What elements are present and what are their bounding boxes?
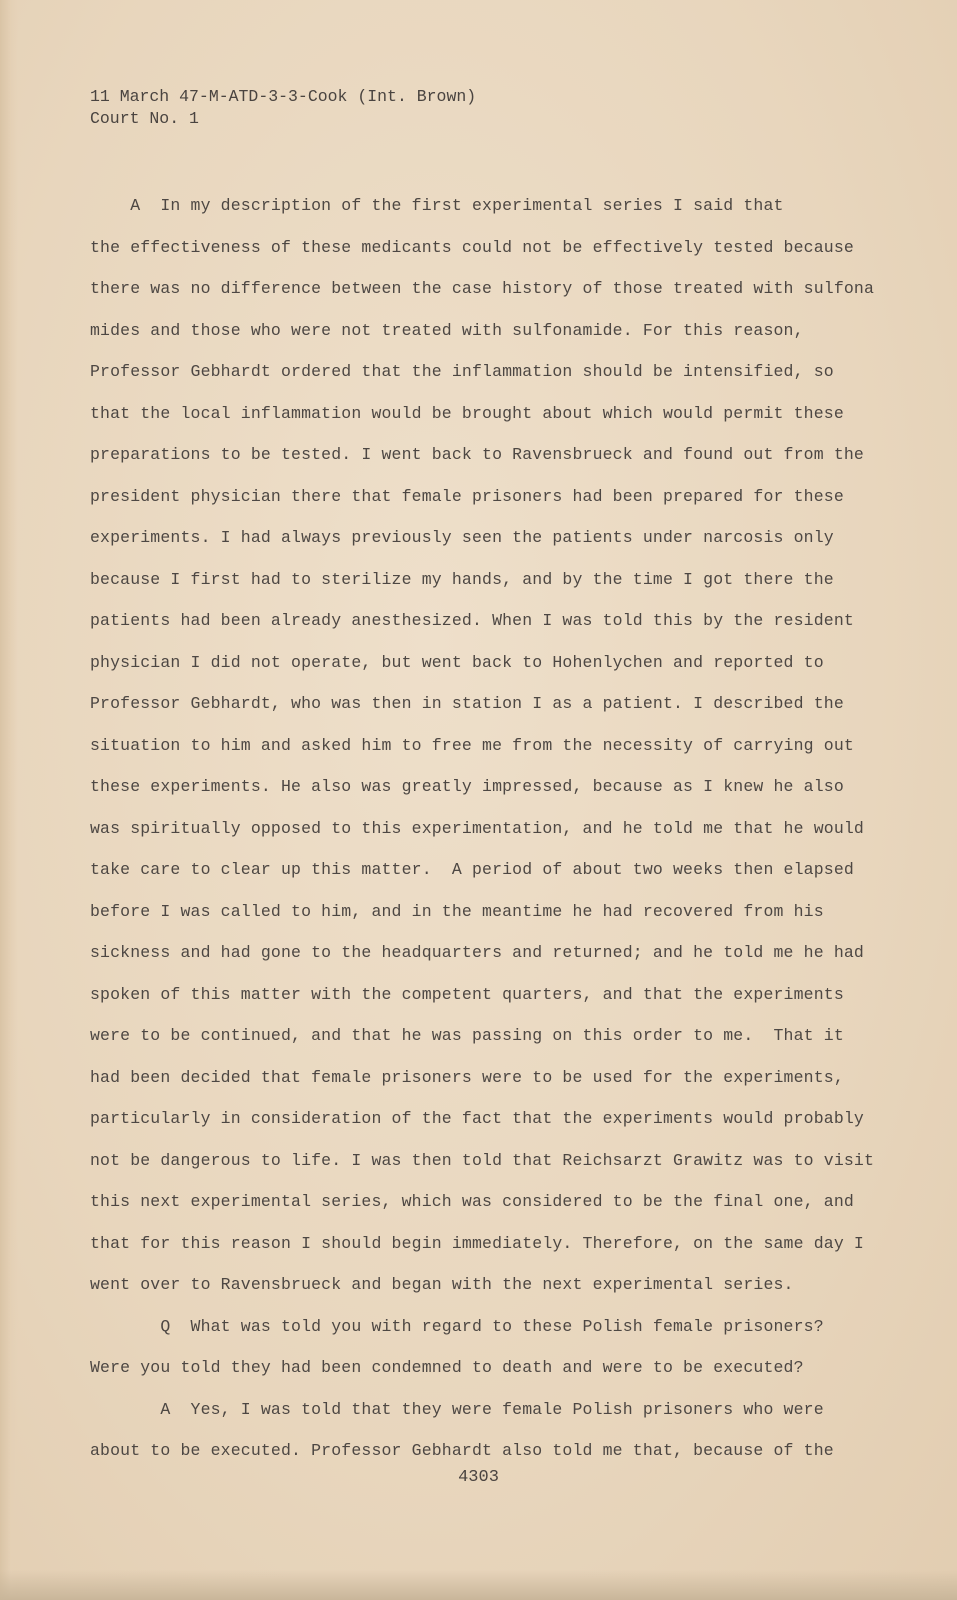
text-line: that the local inflammation would be brought about which would permit these <box>90 403 844 423</box>
paper-shadow <box>0 1570 957 1600</box>
text-line: the effectiveness of these medicants could not be effectively tested because <box>90 237 854 257</box>
text-line: Were you told they had been condemned to death and were to be executed? <box>90 1358 804 1377</box>
text-line: not be dangerous to life. I was then told that Reichsarzt Grawitz was to visit <box>90 1150 875 1170</box>
paper-edge <box>0 0 18 1600</box>
text-line: physician I did not operate, but went back to Hohenlychen and reported to <box>90 652 824 672</box>
text-line: had been decided that female prisoners were to be used for the experiments, <box>90 1067 844 1087</box>
document-header <box>90 86 476 130</box>
text-line: this next experimental series, which was considered to be the final one, and <box>90 1192 854 1211</box>
text-line: went over to Ravensbrueck and began with the next experimental series. <box>90 1275 794 1294</box>
text-line: spoken of this matter with the competent quarters, and that the experiments <box>90 984 844 1004</box>
text-line: president physician there that female prisoners had been prepared for these <box>90 486 844 506</box>
text-line: sickness and had gone to the headquarters and returned; and he told me he had <box>90 943 864 962</box>
text-line: Professor Gebhardt ordered that the inflammation should be intensified, so <box>90 362 834 381</box>
page-number: 4303 <box>458 1468 499 1487</box>
text-line: A In my description of the first experimental series I said that <box>90 196 784 215</box>
text-line: take care to clear up this matter. A period of about two weeks then elapsed <box>90 860 854 879</box>
text-line: these experiments. He also was greatly impressed, because as I knew he also <box>90 777 844 796</box>
text-line: there was no difference between the case history of those treated with sulfona <box>90 279 875 298</box>
text-line: preparations to be tested. I went back to Ravensbrueck and found out from the <box>90 445 864 464</box>
transcript-body <box>90 185 890 1472</box>
text-line: Professor Gebhardt, who was then in station I as a patient. I described the <box>90 694 844 713</box>
text-line: patients had been already anesthesized. When I was told this by the resident <box>90 611 854 630</box>
header-case-line: 11 March 47-M-ATD-3-3-Cook (Int. Brown) <box>90 87 477 106</box>
text-line: mides and those who were not treated with sulfonamide. For this reason, <box>90 320 804 340</box>
text-line: because I first had to sterilize my hands, and by the time I got there the <box>90 569 834 589</box>
text-line: particularly in consideration of the fact that the experiments would probably <box>90 1109 864 1128</box>
text-line: before I was called to him, and in the meantime he had recovered from his <box>90 901 824 921</box>
text-line: were to be continued, and that he was passing on this order to me. That it <box>90 1026 844 1045</box>
header-court-line: Court No. 1 <box>90 109 199 128</box>
text-line: Q What was told you with regard to these Polish female prisoners? <box>90 1316 824 1336</box>
text-line: experiments. I had always previously seen the patients under narcosis only <box>90 528 834 547</box>
text-line: situation to him and asked him to free me from the necessity of carrying out <box>90 735 854 755</box>
text-line: about to be executed. Professor Gebhardt also told me that, because of the <box>90 1441 834 1460</box>
text-line: was spiritually opposed to this experimentation, and he told me that he would <box>90 818 864 838</box>
text-line: A Yes, I was told that they were female Polish prisoners who were <box>90 1399 824 1419</box>
text-line: that for this reason I should begin immediately. Therefore, on the same day I <box>90 1233 864 1253</box>
